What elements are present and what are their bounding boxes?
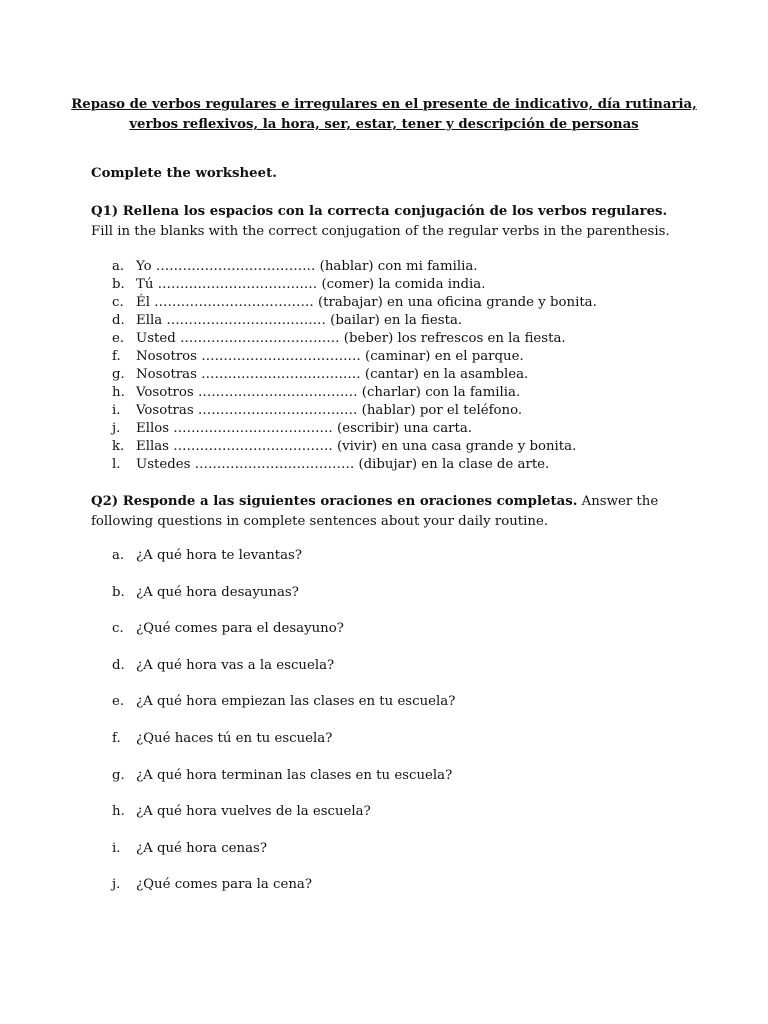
q1-list: [0, 258, 597, 474]
list-item: [0, 420, 597, 438]
title-line-2: verbos reflexivos, la hora, ser, estar, tener y descripción de personas: [129, 117, 639, 132]
item-marker: h.: [112, 385, 125, 400]
item-marker: b.: [112, 584, 125, 600]
item-marker: h.: [112, 804, 125, 820]
q2-list: [0, 546, 455, 912]
item-text: ¿Qué comes para el desayuno?: [136, 621, 344, 637]
list-item: [0, 294, 597, 312]
item-text: ¿A qué hora desayunas?: [136, 584, 299, 600]
list-item: [0, 546, 455, 583]
item-marker: a.: [112, 259, 125, 274]
worksheet-title: [60, 95, 708, 135]
q2-prompt: [91, 492, 691, 532]
item-text: Vosotros ……………………………… (charlar) con la familia.: [136, 385, 521, 400]
item-text: Él ……………………………… (trabajar) en una oficina grande y bonita.: [136, 295, 597, 310]
q2-text: Answer the following questions in complete sentences about your daily routine.: [91, 494, 659, 529]
item-marker: d.: [112, 313, 125, 328]
item-text: Yo ……………………………… (hablar) con mi familia.: [136, 259, 478, 274]
q1-heading: Q1) Rellena los espacios con la correcta conjugación de los verbos regulares.: [91, 204, 668, 219]
list-item: [0, 348, 597, 366]
item-text: Ellos ……………………………… (escribir) una carta.: [136, 421, 473, 436]
item-marker: c.: [112, 621, 124, 637]
item-text: Nosotras ……………………………… (cantar) en la asamblea.: [136, 367, 529, 382]
item-marker: f.: [112, 349, 121, 364]
q1-prompt: [91, 202, 691, 242]
item-marker: b.: [112, 277, 125, 292]
item-text: ¿A qué hora vuelves de la escuela?: [136, 804, 371, 820]
item-marker: g.: [112, 767, 125, 783]
item-text: Tú ……………………………… (comer) la comida india.: [136, 277, 486, 292]
list-item: [0, 384, 597, 402]
item-marker: i.: [112, 403, 121, 418]
instruction: Complete the worksheet.: [91, 166, 277, 181]
item-marker: e.: [112, 694, 125, 710]
list-item: [0, 583, 455, 620]
item-marker: d.: [112, 657, 125, 673]
item-text: Vosotras ……………………………… (hablar) por el teléfono.: [136, 403, 523, 418]
list-item: [0, 276, 597, 294]
q2-heading: Q2) Responde a las siguientes oraciones en oraciones completas.: [91, 494, 578, 509]
item-text: Ustedes ……………………………… (dibujar) en la clase de arte.: [136, 457, 550, 472]
item-text: Usted ……………………………… (beber) los refrescos en la fiesta.: [136, 331, 566, 346]
item-marker: a.: [112, 548, 125, 563]
list-item: [0, 402, 597, 420]
list-item: [0, 766, 455, 803]
list-item: [0, 366, 597, 384]
item-text: Ella ……………………………… (bailar) en la fiesta.: [136, 313, 463, 328]
list-item: [0, 729, 455, 766]
item-marker: c.: [112, 295, 124, 310]
item-marker: i.: [112, 840, 121, 856]
list-item: [0, 839, 455, 876]
item-marker: j.: [112, 421, 121, 436]
item-text: ¿A qué hora vas a la escuela?: [136, 657, 335, 673]
list-item: [0, 258, 597, 276]
item-text: ¿Qué haces tú en tu escuela?: [136, 730, 333, 746]
item-text: ¿A qué hora cenas?: [136, 840, 267, 856]
item-text: ¿A qué hora te levantas?: [136, 548, 302, 563]
item-text: Ellas ……………………………… (vivir) en una casa grande y bonita.: [136, 439, 577, 454]
list-item: [0, 330, 597, 348]
item-text: ¿A qué hora empiezan las clases en tu escuela?: [136, 694, 456, 710]
item-marker: k.: [112, 439, 125, 454]
item-text: ¿Qué comes para la cena?: [136, 877, 312, 893]
item-marker: e.: [112, 331, 125, 346]
item-text: Nosotros ……………………………… (caminar) en el parque.: [136, 349, 524, 364]
list-item: [0, 802, 455, 839]
title-line-1: Repaso de verbos regulares e irregulares en el presente de indicativo, día rutinaria,: [71, 97, 697, 112]
item-marker: f.: [112, 730, 121, 746]
item-marker: l.: [112, 457, 121, 472]
list-item: [0, 692, 455, 729]
item-text: ¿A qué hora terminan las clases en tu escuela?: [136, 767, 453, 783]
item-marker: j.: [112, 877, 121, 893]
list-item: [0, 312, 597, 330]
list-item: [0, 456, 597, 474]
list-item: [0, 656, 455, 693]
q1-text: Fill in the blanks with the correct conjugation of the regular verbs in the parenthesis.: [91, 224, 670, 239]
item-marker: g.: [112, 367, 125, 382]
list-item: [0, 875, 455, 912]
list-item: [0, 438, 597, 456]
list-item: [0, 619, 455, 656]
